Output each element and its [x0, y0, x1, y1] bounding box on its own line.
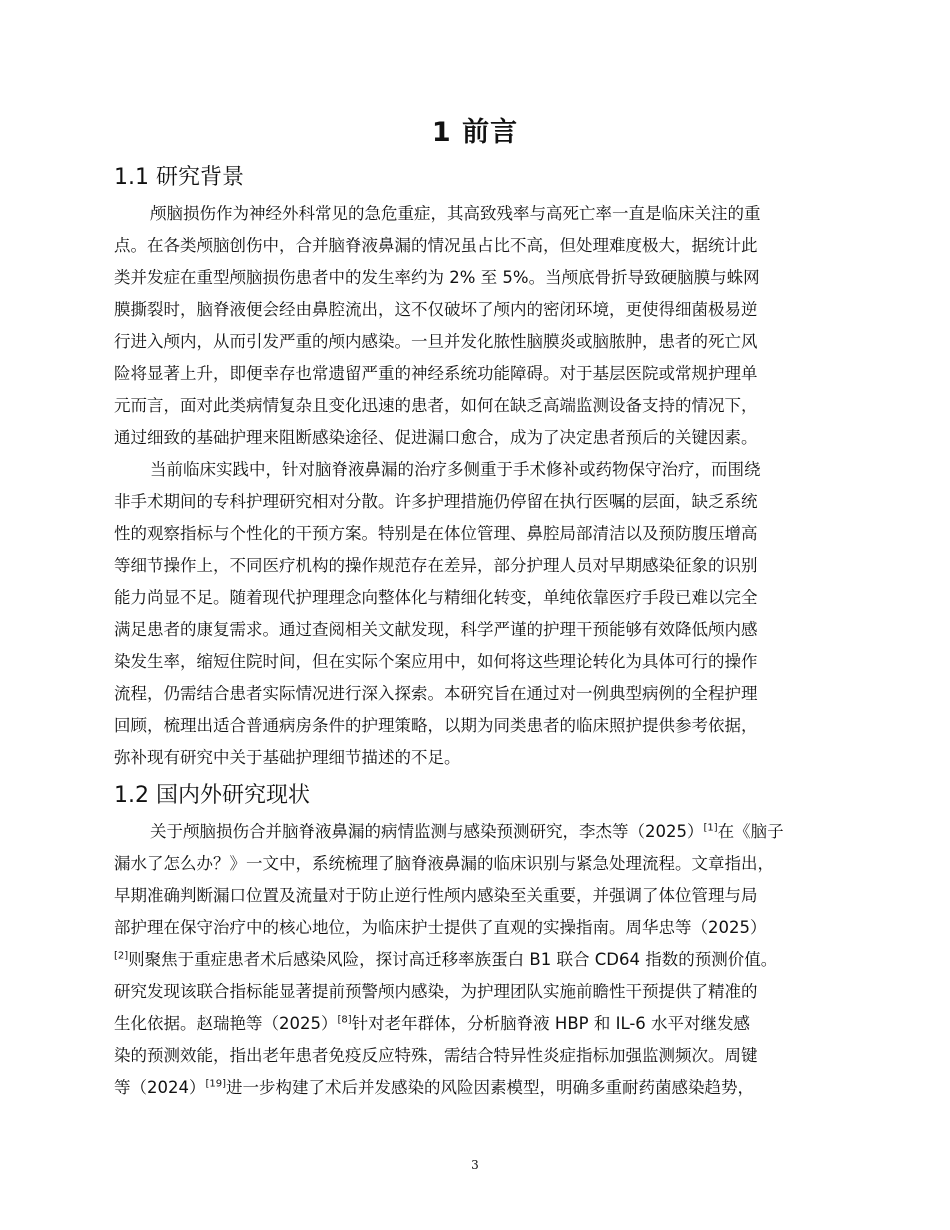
citation-marker: [19]	[205, 1078, 227, 1090]
text-line: 当前临床实践中，针对脑脊液鼻漏的治疗多侧重于手术修补或药物保守治疗，而围绕	[150, 460, 761, 479]
text-line: 能力尚显不足。随着现代护理理念向整体化与精细化转变，单纯依靠医疗手段已难以完全	[114, 588, 758, 607]
citation-marker: [8]	[337, 1014, 352, 1026]
text-line: 弥补现有研究中关于基础护理细节描述的不足。	[114, 748, 461, 767]
section-body-background	[114, 198, 844, 774]
text-line: 流程，仍需结合患者实际情况进行深入探索。本研究旨在通过对一例典型病例的全程护理	[114, 684, 758, 703]
text-line: 染发生率，缩短住院时间，但在实际个案应用中，如何将这些理论转化为具体可行的操作	[114, 652, 758, 671]
text-line: 颅脑损伤作为神经外科常见的急危重症，其高致残率与高死亡率一直是临床关注的重	[150, 204, 761, 223]
paragraph	[114, 198, 844, 454]
text-line: 回顾，梳理出适合普通病房条件的护理策略，以期为同类患者的临床照护提供参考依据，	[114, 716, 758, 735]
text-line: 部护理在保守治疗中的核心地位，为临床护士提供了直观的实操指南。周华忠等（2025）	[114, 918, 767, 937]
text-line: 染的预测效能，指出老年患者免疫反应特殊，需结合特异性炎症指标加强监测频次。周键	[114, 1046, 758, 1065]
citation-marker: [1]	[703, 822, 718, 834]
text-line: 早期准确判断漏口位置及流量对于防止逆行性颅内感染至关重要，并强调了体位管理与局	[114, 886, 758, 905]
paragraph	[114, 454, 844, 774]
text-line: 非手术期间的专科护理研究相对分散。许多护理措施仍停留在执行医嘱的层面，缺乏系统	[114, 492, 758, 511]
text-line: 漏水了怎么办？》一文中，系统梳理了脑脊液鼻漏的临床识别与紧急处理流程。文章指出，	[114, 854, 774, 873]
text-line: 膜撕裂时，脑脊液便会经由鼻腔流出，这不仅破坏了颅内的密闭环境，更使得细菌极易逆	[114, 300, 758, 319]
text-line: 行进入颅内，从而引发严重的颅内感染。一旦并发化脓性脑膜炎或脑脓肿，患者的死亡风	[114, 332, 758, 351]
text-line: 等（2024）[19]进一步构建了术后并发感染的风险因素模型，明确多重耐药菌感染趋势，	[114, 1078, 755, 1097]
text-line: 满足患者的康复需求。通过查阅相关文献发现，科学严谨的护理干预能够有效降低颅内感	[114, 620, 758, 639]
text-line: 生化依据。赵瑞艳等（2025）[8]针对老年群体，分析脑脊液 HBP 和 IL-6 水平对继发感	[114, 1014, 751, 1033]
text-line: 通过细致的基础护理来阻断感染途径、促进漏口愈合，成为了决定患者预后的关键因素。	[114, 428, 758, 447]
chapter-title: 1 前言	[431, 117, 519, 148]
text-line: 类并发症在重型颅脑损伤患者中的发生率约为 2% 至 5%。当颅底骨折导致硬脑膜与蛛网	[114, 268, 760, 287]
text-line: 点。在各类颅脑创伤中，合并脑脊液鼻漏的情况虽占比不高，但处理难度极大，据统计此	[114, 236, 758, 255]
text-line: 研究发现该联合指标能显著提前预警颅内感染，为护理团队实施前瞻性干预提供了精准的	[114, 982, 758, 1001]
text-line: 关于颅脑损伤合并脑脊液鼻漏的病情监测与感染预测研究，李杰等（2025）[1]在《脑子	[150, 822, 784, 841]
text-line: 险将显著上升，即便幸存也常遗留严重的神经系统功能障碍。对于基层医院或常规护理单	[114, 364, 758, 383]
citation-marker: [2]	[114, 950, 129, 962]
text-line: 性的观察指标与个性化的干预方案。特别是在体位管理、鼻腔局部清洁以及预防腹压增高	[114, 524, 758, 543]
section-heading-background: 1.1 研究背景	[114, 165, 244, 190]
section-body-research-status	[114, 816, 844, 1104]
text-line: [2]则聚焦于重症患者术后感染风险，探讨高迁移率族蛋白 B1 联合 CD64 指数的预测价值。	[114, 950, 778, 969]
page-number: 3	[471, 1158, 479, 1172]
section-heading-research-status: 1.2 国内外研究现状	[114, 783, 310, 808]
text-line: 等细节操作上，不同医疗机构的操作规范存在差异，部分护理人员对早期感染征象的识别	[114, 556, 758, 575]
text-line: 元而言，面对此类病情复杂且变化迅速的患者，如何在缺乏高端监测设备支持的情况下，	[114, 396, 758, 415]
